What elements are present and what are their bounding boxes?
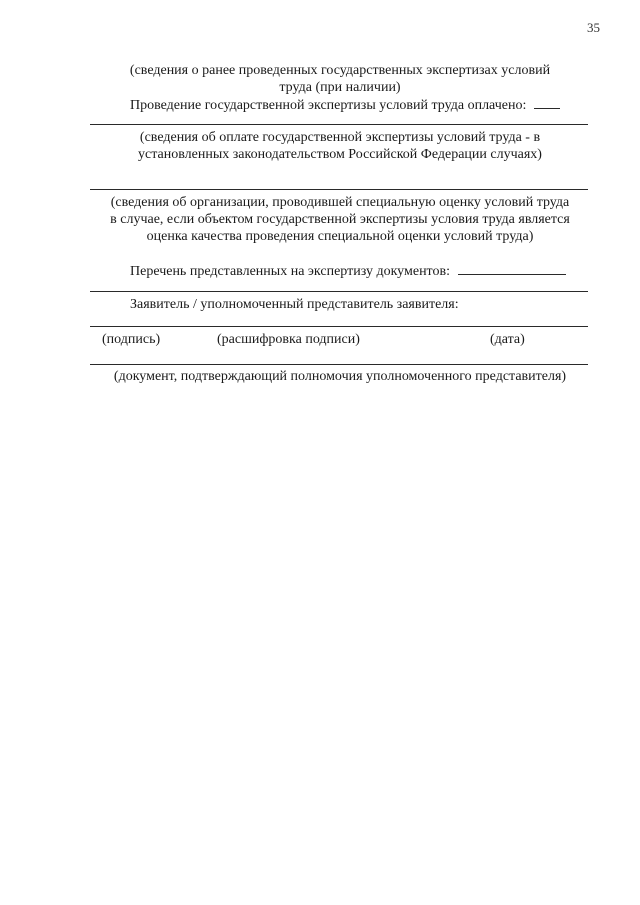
date-caption: (дата) (490, 332, 525, 347)
previous-expertise-caption-line-2: труда (при наличии) (279, 80, 401, 95)
authority-document-field[interactable] (90, 364, 588, 365)
documents-blank-field[interactable] (458, 262, 566, 275)
documents-line (130, 262, 566, 280)
payment-details-field[interactable] (90, 124, 588, 125)
organization-caption-line-3: оценка качества проведения специальной оценки условий труда) (146, 229, 534, 244)
documents-continuation-field[interactable] (90, 291, 588, 292)
signature-field[interactable] (90, 326, 588, 327)
payment-caption-line-2: установленных законодательством Российской Федерации случаях) (138, 147, 542, 162)
signature-caption: (подпись) (102, 332, 161, 347)
payment-line (130, 96, 560, 114)
payment-label: Проведение государственной экспертизы условий труда оплачено: (130, 98, 527, 113)
signature-decode-caption: (расшифровка подписи) (217, 332, 360, 347)
applicant-label: Заявитель / уполномоченный представитель заявителя: (130, 297, 459, 312)
documents-label: Перечень представленных на экспертизу документов: (130, 264, 450, 279)
previous-expertise-caption-line-1: (сведения о ранее проведенных государственных экспертизах условий (129, 63, 551, 78)
authority-caption: (документ, подтверждающий полномочия уполномоченного представителя) (113, 369, 567, 384)
organization-caption-line-1: (сведения об организации, проводившей специальную оценку условий труда (110, 195, 570, 210)
payment-caption-line-1: (сведения об оплате государственной экспертизы условий труда - в (139, 130, 541, 145)
payment-blank-field[interactable] (534, 96, 560, 109)
organization-field[interactable] (90, 189, 588, 190)
page-number: 35 (587, 20, 600, 35)
organization-caption-line-2: в случае, если объектом государственной экспертизы условия труда является (110, 212, 570, 227)
